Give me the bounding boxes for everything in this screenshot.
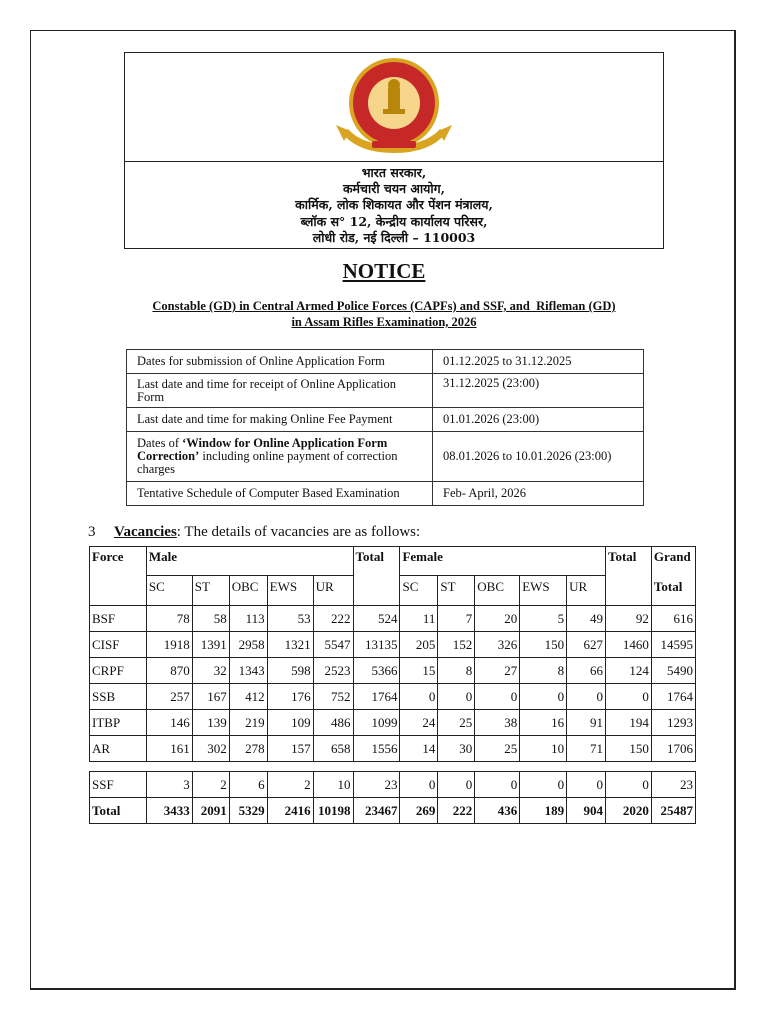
table-cell: 904 bbox=[567, 798, 606, 824]
dates-label: Last date and time for receipt of Online Application Form bbox=[127, 374, 433, 408]
ssc-emblem-icon bbox=[328, 55, 460, 159]
dates-label: Last date and time for making Online Fee Payment bbox=[127, 408, 433, 432]
dates-value: 01.01.2026 (23:00) bbox=[433, 408, 644, 432]
table-cell: 176 bbox=[267, 684, 313, 710]
subheader-cell: OBC bbox=[229, 576, 267, 606]
table-cell: 0 bbox=[400, 772, 438, 798]
force-cell: SSB bbox=[90, 684, 147, 710]
table-cell: 58 bbox=[192, 606, 229, 632]
header-grand: Total bbox=[651, 576, 695, 606]
table-cell: 11 bbox=[400, 606, 438, 632]
dates-row bbox=[127, 432, 644, 482]
important-dates-table bbox=[126, 349, 644, 506]
table-cell: 20 bbox=[475, 606, 520, 632]
table-cell: 24 bbox=[400, 710, 438, 736]
table-cell: 49 bbox=[567, 606, 606, 632]
table-cell: 91 bbox=[567, 710, 606, 736]
table-cell: 598 bbox=[267, 658, 313, 684]
table-cell: 167 bbox=[192, 684, 229, 710]
table-cell: 0 bbox=[438, 684, 475, 710]
table-cell: 15 bbox=[400, 658, 438, 684]
dates-value: 08.01.2026 to 10.01.2026 (23:00) bbox=[433, 432, 644, 482]
table-cell: 8 bbox=[520, 658, 567, 684]
table-cell: 1099 bbox=[353, 710, 400, 736]
table-cell: 0 bbox=[475, 684, 520, 710]
table-cell: 124 bbox=[606, 658, 652, 684]
table-cell: 78 bbox=[146, 606, 192, 632]
table-cell: 5 bbox=[520, 606, 567, 632]
header-total: Total bbox=[353, 547, 400, 606]
table-cell: 412 bbox=[229, 684, 267, 710]
table-cell: 0 bbox=[438, 772, 475, 798]
table-cell: 1391 bbox=[192, 632, 229, 658]
table-cell: 1556 bbox=[353, 736, 400, 762]
table-cell: 752 bbox=[313, 684, 353, 710]
table-cell: 2 bbox=[267, 772, 313, 798]
table-cell: 524 bbox=[353, 606, 400, 632]
table-cell: 1918 bbox=[146, 632, 192, 658]
table-cell: 10 bbox=[313, 772, 353, 798]
table-cell: 0 bbox=[520, 684, 567, 710]
force-cell: BSF bbox=[90, 606, 147, 632]
table-row bbox=[90, 658, 696, 684]
table-cell: 658 bbox=[313, 736, 353, 762]
subheader-cell: EWS bbox=[520, 576, 567, 606]
table-cell: 1764 bbox=[353, 684, 400, 710]
table-cell: 1764 bbox=[651, 684, 695, 710]
table-cell: 25 bbox=[475, 736, 520, 762]
table-row bbox=[90, 736, 696, 762]
subheader-cell: ST bbox=[438, 576, 475, 606]
table-cell: 150 bbox=[520, 632, 567, 658]
table-row bbox=[90, 684, 696, 710]
table-cell: 0 bbox=[567, 684, 606, 710]
table-cell: 30 bbox=[438, 736, 475, 762]
table-row bbox=[90, 606, 696, 632]
table-cell: 219 bbox=[229, 710, 267, 736]
dates-row bbox=[127, 408, 644, 432]
table-row bbox=[90, 632, 696, 658]
header-force: Force bbox=[90, 547, 147, 606]
table-cell: 13135 bbox=[353, 632, 400, 658]
section-text: : The details of vacancies are as follows: bbox=[176, 524, 421, 540]
dates-row bbox=[127, 350, 644, 374]
table-cell: 14 bbox=[400, 736, 438, 762]
table-cell: 10 bbox=[520, 736, 567, 762]
notice-title: NOTICE bbox=[342, 259, 426, 283]
dates-row bbox=[127, 374, 644, 408]
force-cell: AR bbox=[90, 736, 147, 762]
table-cell: 0 bbox=[475, 772, 520, 798]
dates-label: Dates for submission of Online Application Form bbox=[127, 350, 433, 374]
table-cell: 627 bbox=[567, 632, 606, 658]
gap-cell bbox=[90, 762, 696, 772]
table-cell: 194 bbox=[606, 710, 652, 736]
table-cell: 2020 bbox=[606, 798, 652, 824]
table-cell: 0 bbox=[567, 772, 606, 798]
table-cell: 1706 bbox=[651, 736, 695, 762]
table-cell: 3 bbox=[146, 772, 192, 798]
table-cell: 146 bbox=[146, 710, 192, 736]
table-cell: 5366 bbox=[353, 658, 400, 684]
dates-row bbox=[127, 482, 644, 506]
vacancies-table bbox=[89, 546, 696, 824]
notice-subject bbox=[100, 298, 668, 330]
subject-line: Constable (GD) in Central Armed Police Forces (CAPFs) and SSF, and Rifleman (GD) bbox=[152, 299, 616, 313]
table-cell: 1460 bbox=[606, 632, 652, 658]
table-cell: 32 bbox=[192, 658, 229, 684]
dates-label bbox=[127, 432, 433, 482]
table-cell: 278 bbox=[229, 736, 267, 762]
dates-label-text: including online payment of correction charges bbox=[137, 449, 398, 476]
section-title: Vacancies bbox=[114, 524, 177, 540]
table-cell: 222 bbox=[313, 606, 353, 632]
table-cell: 25 bbox=[438, 710, 475, 736]
address-line: कार्मिक, लोक शिकायत और पेंशन मंत्रालय, bbox=[295, 197, 493, 213]
table-row bbox=[90, 772, 696, 798]
subheader-cell: OBC bbox=[475, 576, 520, 606]
table-cell: 109 bbox=[267, 710, 313, 736]
table-cell: 257 bbox=[146, 684, 192, 710]
force-cell: ITBP bbox=[90, 710, 147, 736]
subheader-cell: SC bbox=[400, 576, 438, 606]
header-grand: Grand bbox=[651, 547, 695, 576]
table-cell: 113 bbox=[229, 606, 267, 632]
dates-label: Tentative Schedule of Computer Based Examination bbox=[127, 482, 433, 506]
table-cell: 205 bbox=[400, 632, 438, 658]
table-cell: 2523 bbox=[313, 658, 353, 684]
table-cell: 23 bbox=[651, 772, 695, 798]
table-cell: 870 bbox=[146, 658, 192, 684]
table-cell: 0 bbox=[606, 772, 652, 798]
table-cell: 27 bbox=[475, 658, 520, 684]
section-number: 3 bbox=[88, 524, 96, 540]
table-cell: 25487 bbox=[651, 798, 695, 824]
table-cell: 2 bbox=[192, 772, 229, 798]
table-row bbox=[90, 798, 696, 824]
force-cell: CISF bbox=[90, 632, 147, 658]
table-cell: 326 bbox=[475, 632, 520, 658]
force-cell: CRPF bbox=[90, 658, 147, 684]
table-cell: 16 bbox=[520, 710, 567, 736]
dates-label-bold: ‘Window for Online Application Form Correction’ bbox=[137, 436, 388, 463]
table-cell: 10198 bbox=[313, 798, 353, 824]
table-cell: 8 bbox=[438, 658, 475, 684]
header-total: Total bbox=[606, 547, 652, 606]
table-cell: 53 bbox=[267, 606, 313, 632]
table-cell: 3433 bbox=[146, 798, 192, 824]
letterhead bbox=[124, 52, 664, 249]
table-cell: 0 bbox=[520, 772, 567, 798]
table-cell: 1343 bbox=[229, 658, 267, 684]
table-cell: 0 bbox=[606, 684, 652, 710]
table-cell: 5490 bbox=[651, 658, 695, 684]
table-cell: 616 bbox=[651, 606, 695, 632]
table-cell: 23467 bbox=[353, 798, 400, 824]
table-cell: 189 bbox=[520, 798, 567, 824]
table-cell: 6 bbox=[229, 772, 267, 798]
table-cell: 150 bbox=[606, 736, 652, 762]
table-header-row bbox=[90, 547, 696, 576]
vacancies-body bbox=[90, 606, 696, 824]
address-line: भारत सरकार, bbox=[361, 165, 427, 180]
table-cell: 157 bbox=[267, 736, 313, 762]
table-cell: 7 bbox=[438, 606, 475, 632]
table-cell: 2958 bbox=[229, 632, 267, 658]
table-cell: 269 bbox=[400, 798, 438, 824]
table-cell: 2416 bbox=[267, 798, 313, 824]
table-cell: 139 bbox=[192, 710, 229, 736]
table-cell: 0 bbox=[400, 684, 438, 710]
subheader-cell: UR bbox=[313, 576, 353, 606]
address-line: लोधी रोड, नई दिल्ली – 110003 bbox=[312, 229, 476, 245]
table-gap bbox=[90, 762, 696, 772]
force-cell: Total bbox=[90, 798, 147, 824]
table-cell: 5547 bbox=[313, 632, 353, 658]
force-cell: SSF bbox=[90, 772, 147, 798]
subheader-cell: SC bbox=[146, 576, 192, 606]
table-cell: 486 bbox=[313, 710, 353, 736]
subject-line: in Assam Rifles Examination, 2026 bbox=[291, 315, 477, 329]
dates-value: 31.12.2025 (23:00) bbox=[433, 374, 644, 408]
dates-value: Feb- April, 2026 bbox=[433, 482, 644, 506]
subheader-cell: ST bbox=[192, 576, 229, 606]
table-cell: 161 bbox=[146, 736, 192, 762]
table-cell: 23 bbox=[353, 772, 400, 798]
table-cell: 66 bbox=[567, 658, 606, 684]
table-cell: 71 bbox=[567, 736, 606, 762]
table-cell: 14595 bbox=[651, 632, 695, 658]
dates-value: 01.12.2025 to 31.12.2025 bbox=[433, 350, 644, 374]
table-cell: 92 bbox=[606, 606, 652, 632]
table-cell: 2091 bbox=[192, 798, 229, 824]
table-cell: 222 bbox=[438, 798, 475, 824]
table-cell: 5329 bbox=[229, 798, 267, 824]
subheader-cell: EWS bbox=[267, 576, 313, 606]
address-line: ब्लॉक स° 12, केन्द्रीय कार्यालय परिसर, bbox=[300, 213, 488, 229]
office-address bbox=[125, 162, 663, 246]
dates-label-text: Dates of bbox=[137, 436, 183, 450]
table-cell: 152 bbox=[438, 632, 475, 658]
subheader-cell: UR bbox=[567, 576, 606, 606]
address-line: कर्मचारी चयन आयोग, bbox=[342, 181, 446, 197]
table-cell: 302 bbox=[192, 736, 229, 762]
table-row bbox=[90, 710, 696, 736]
table-cell: 436 bbox=[475, 798, 520, 824]
table-cell: 38 bbox=[475, 710, 520, 736]
header-male: Male bbox=[146, 547, 353, 576]
table-cell: 1321 bbox=[267, 632, 313, 658]
vacancies-heading bbox=[88, 524, 420, 541]
header-female: Female bbox=[400, 547, 606, 576]
logo-area bbox=[125, 53, 663, 162]
table-cell: 1293 bbox=[651, 710, 695, 736]
